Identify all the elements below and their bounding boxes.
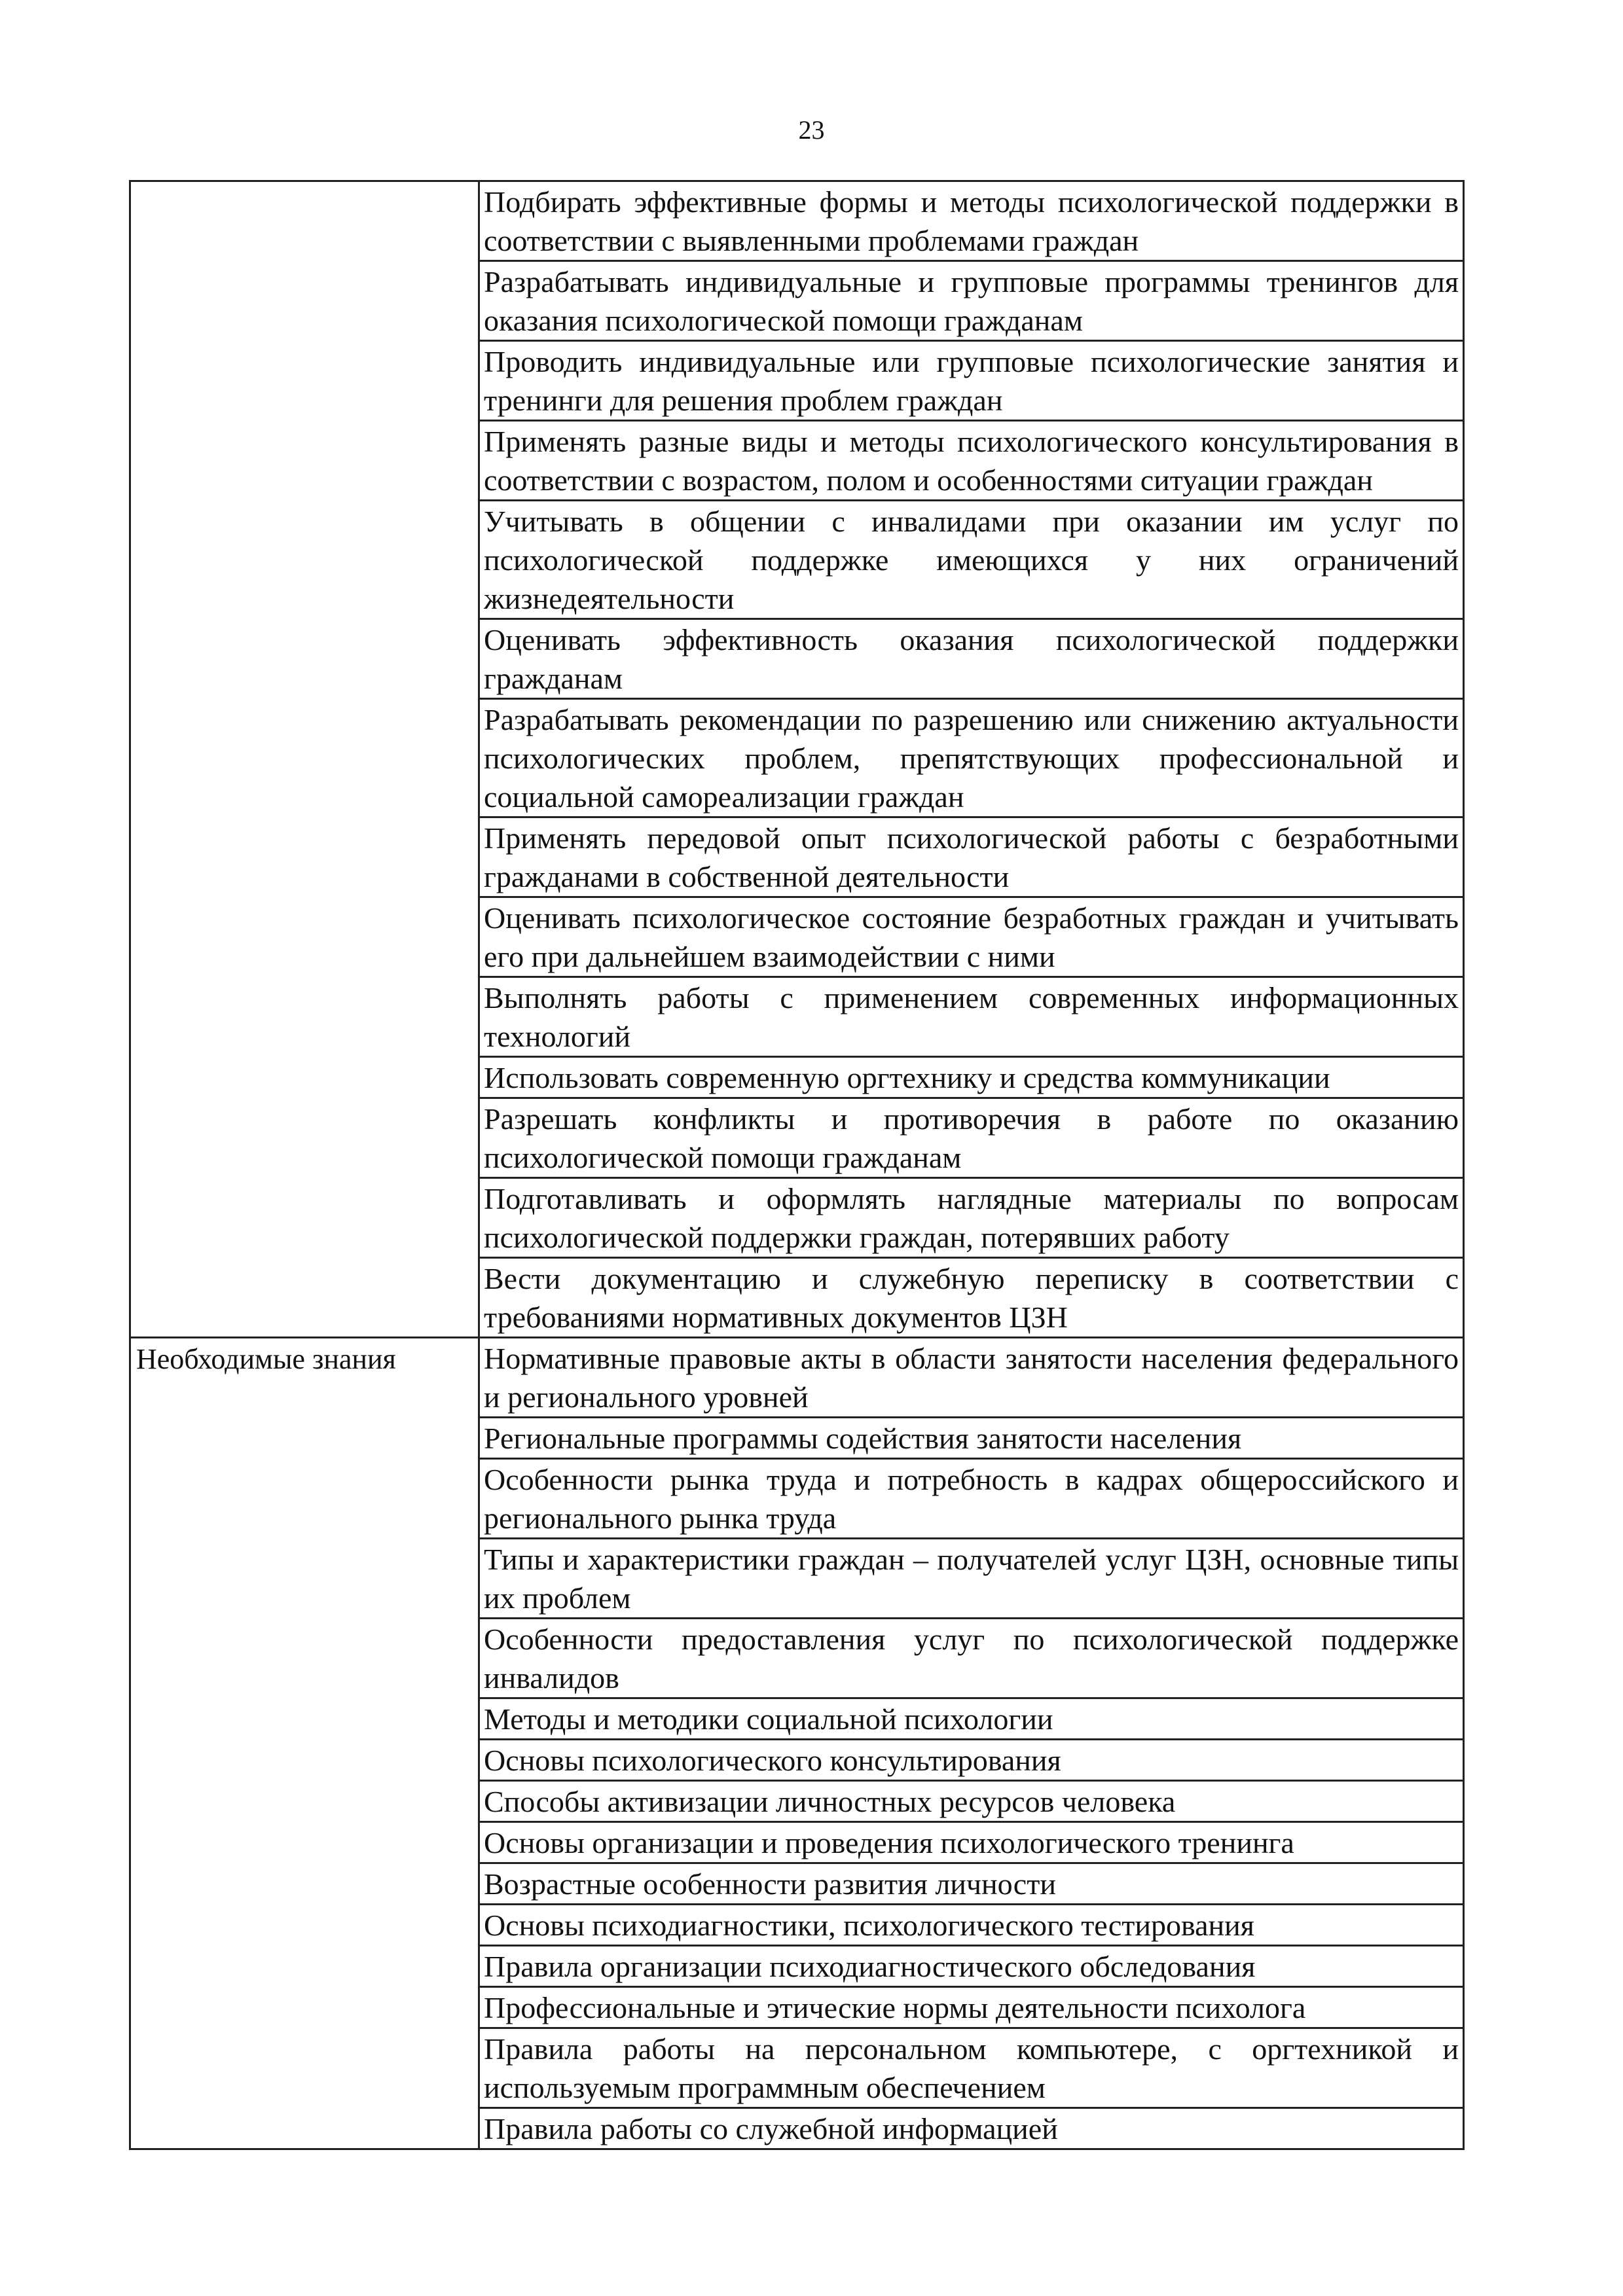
list-item: Основы психодиагностики, психологического тестирования	[480, 1905, 1463, 1946]
list-item: Типы и характеристики граждан – получателей услуг ЦЗН, основные типы их проблем	[480, 1539, 1463, 1619]
list-item: Разрабатывать индивидуальные и групповые программы тренингов для оказания психологической помощи гражданам	[480, 262, 1463, 342]
table-row	[130, 1338, 1464, 2149]
list-item: Правила работы со служебной информацией	[484, 2112, 1058, 2145]
row-label: Необходимые знания	[130, 1338, 479, 2149]
list-item: Проводить индивидуальные или групповые психологические занятия и тренинги для решения проблем граждан	[480, 342, 1463, 422]
list-item: Основы организации и проведения психологического тренинга	[480, 1823, 1463, 1864]
page-number: 23	[798, 115, 825, 145]
list-item: Подбирать эффективные формы и методы психологической поддержки в соответствии с выявленными проблемами граждан	[480, 182, 1463, 262]
list-item: Разрабатывать рекомендации по разрешению или снижению актуальности психологических проблем, препятствующих профессиональной и социальной самореализации граждан	[480, 700, 1463, 818]
list-item: Оценивать эффективность оказания психологической поддержки гражданам	[480, 620, 1463, 700]
table-row	[130, 181, 1464, 1338]
list-item: Использовать современную оргтехнику и средства коммуникации	[480, 1058, 1463, 1099]
list-item: Методы и методики социальной психологии	[480, 1699, 1463, 1740]
list-item: Профессиональные и этические нормы деятельности психолога	[480, 1988, 1463, 2029]
list-item: Оценивать психологическое состояние безработных граждан и учитывать его при дальнейшем взаимодействии с ними	[480, 898, 1463, 978]
list-item: Правила организации психодиагностического обследования	[480, 1946, 1463, 1988]
list-item: Способы активизации личностных ресурсов человека	[480, 1782, 1463, 1823]
list-item: Подготавливать и оформлять наглядные материалы по вопросам психологической поддержки граждан, потерявших работу	[480, 1179, 1463, 1259]
list-item: Учитывать в общении с инвалидами при оказании им услуг по психологической поддержке имеющихся у них ограничений жизнедеятельности	[480, 501, 1463, 620]
competency-table	[129, 180, 1465, 2150]
list-item: Вести документацию и служебную переписку в соответствии с требованиями нормативных документов ЦЗН	[484, 1262, 1459, 1334]
list-item: Применять передовой опыт психологической работы с безработными гражданами в собственной деятельности	[480, 818, 1463, 898]
list-item: Возрастные особенности развития личности	[480, 1864, 1463, 1905]
list-item: Особенности предоставления услуг по психологической поддержке инвалидов	[480, 1619, 1463, 1699]
skills-list	[479, 181, 1464, 1338]
list-item: Нормативные правовые акты в области занятости населения федерального и регионального уровней	[480, 1338, 1463, 1418]
row-label	[130, 181, 479, 1338]
list-item: Разрешать конфликты и противоречия в работе по оказанию психологической помощи гражданам	[480, 1099, 1463, 1179]
list-item: Основы психологического консультирования	[480, 1740, 1463, 1782]
list-item: Особенности рынка труда и потребность в кадрах общероссийского и регионального рынка труда	[480, 1460, 1463, 1539]
list-item: Выполнять работы с применением современных информационных технологий	[480, 978, 1463, 1058]
knowledge-list	[479, 1338, 1464, 2149]
list-item: Правила работы на персональном компьютере, с оргтехникой и используемым программным обеспечением	[480, 2029, 1463, 2109]
list-item: Региональные программы содействия занятости населения	[480, 1418, 1463, 1460]
list-item: Применять разные виды и методы психологического консультирования в соответствии с возрастом, полом и особенностями ситуации граждан	[480, 422, 1463, 501]
